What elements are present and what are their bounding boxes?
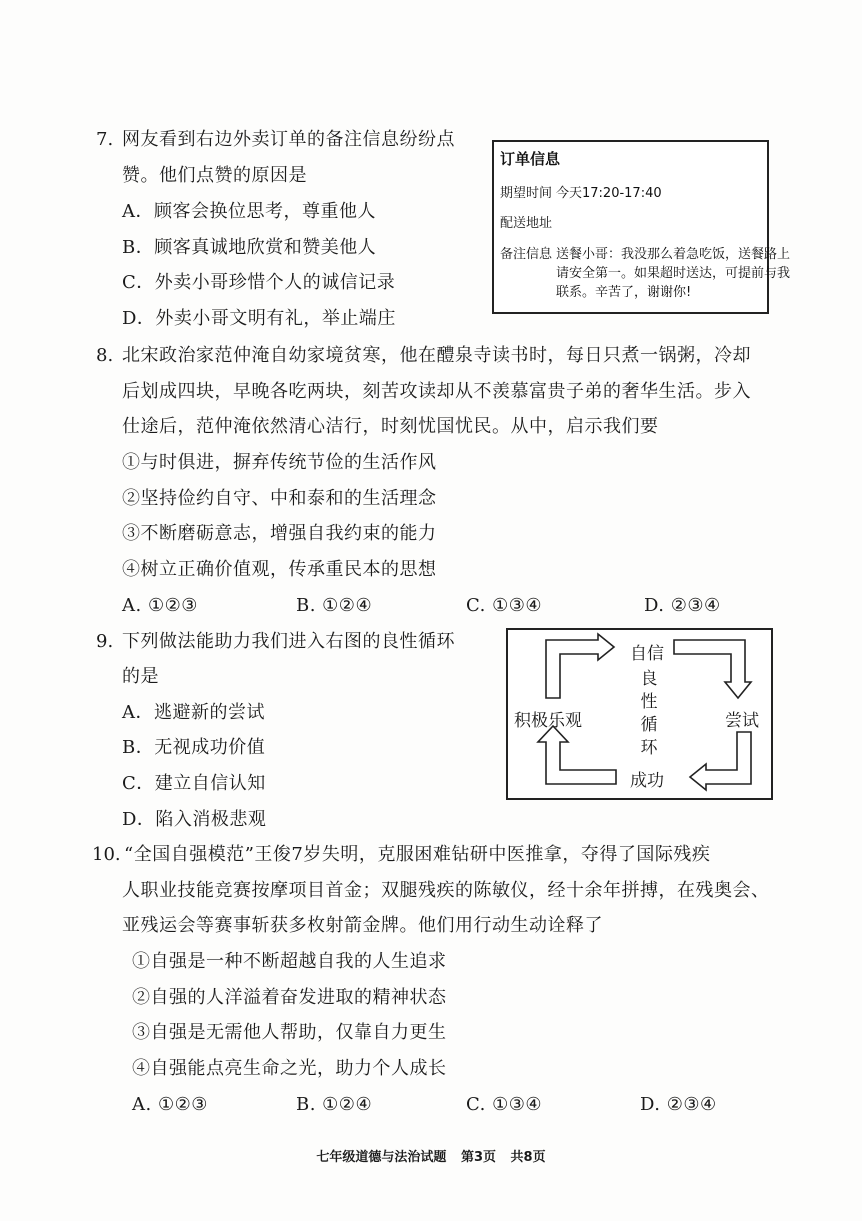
order-info-box [492,140,791,314]
option-b: B．无视成功价值 [122,737,266,758]
time-label: 期望时间 [500,186,553,201]
statement: ②坚持俭约自守、中和泰和的生活理念 [122,488,437,509]
statement: ①自强是一种不断超越自我的人生追求 [132,951,447,972]
choice-b: B. ①②④ [296,1094,373,1115]
question-stem: 网友看到右边外卖订单的备注信息纷纷点 [122,129,455,150]
choice-c: C. ①③④ [466,1094,542,1115]
question-stem: 亚残运会等赛事斩获多枚射箭金牌。他们用行动生动诠释了 [122,915,603,936]
node-success: 成功 [630,771,664,791]
question-stem: 北宋政治家范仲淹自幼家境贫寒，他在醴泉寺读书时，每日只煮一锅粥，冷却 [122,345,751,366]
option-a: A．逃避新的尝试 [122,702,265,723]
statement: ②自强的人洋溢着奋发进取的精神状态 [132,987,447,1008]
note-label: 备注信息 [500,247,553,262]
option-c: C．建立自信认知 [122,773,266,794]
arrow-to-confidence [546,634,614,698]
question-stem: “全国自强模范”王俊7岁失明，克服困难钻研中医推拿，夺得了国际残疾 [124,844,711,865]
choice-a: A. ①②③ [132,1094,208,1115]
question-stem: 人职业技能竞赛按摩项目首金；双腿残疾的陈敏仪，经十余年拼搏，在残奥会、 [122,880,770,901]
choice-c: C. ①③④ [466,595,542,616]
option-d: D．陷入消极悲观 [122,809,267,830]
address-label: 配送地址 [500,216,553,231]
node-attempt: 尝试 [725,711,759,731]
option-c: C．外卖小哥珍惜个人的诚信记录 [122,272,396,293]
question-number: 10. [92,844,121,865]
question-number: 9. [96,631,114,652]
question-stem: 的是 [122,666,159,687]
node-optimism: 积极乐观 [514,711,582,731]
statement: ④树立正确价值观，传承重民本的思想 [122,559,437,580]
arrow-to-optimism [538,726,616,784]
order-title: 订单信息 [500,150,561,168]
note-text: 请安全第一。如果超时送达，可提前与我 [556,266,791,281]
page-footer: 七年级道德与法治试题 第3页 共8页 [316,1150,546,1165]
arrow-to-success [690,732,751,790]
choice-a: A. ①②③ [122,595,198,616]
question-stem: 仕途后，范仲淹依然清心洁行，时刻忧国忧民。从中，启示我们要 [122,416,659,437]
note-text: 联系。辛苦了，谢谢你! [556,285,692,300]
virtuous-cycle-diagram [506,628,773,800]
statement: ①与时俱进，摒弃传统节俭的生活作风 [122,452,437,473]
statement: ④自强能点亮生命之光，助力个人成长 [132,1058,447,1079]
question-stem: 赞。他们点赞的原因是 [122,165,307,186]
option-a: A．顾客会换位思考，尊重他人 [122,201,376,222]
time-value: 今天17:20-17:40 [556,186,662,201]
question-stem: 后划成四块，早晚各吃两块，刻苦攻读却从不羡慕富贵子弟的奢华生活。步入 [122,381,751,402]
question-number: 8. [96,345,114,366]
question-stem: 下列做法能助力我们进入右图的良性循环 [122,631,455,652]
arrow-to-attempt [674,640,751,698]
cycle-center-label: 良 性 循 环 [640,669,658,758]
choice-b: B. ①②④ [296,595,373,616]
option-d: D．外卖小哥文明有礼，举止端庄 [122,308,396,329]
statement: ③不断磨砺意志，增强自我约束的能力 [122,523,437,544]
note-text: 送餐小哥：我没那么着急吃饭，送餐路上 [556,247,791,262]
node-confidence: 自信 [630,644,664,664]
question-number: 7. [96,129,114,150]
statement: ③自强是无需他人帮助，仅靠自力更生 [132,1022,447,1043]
choice-d: D. ②③④ [644,595,721,616]
option-b: B．顾客真诚地欣赏和赞美他人 [122,237,377,258]
choice-d: D. ②③④ [640,1094,717,1115]
